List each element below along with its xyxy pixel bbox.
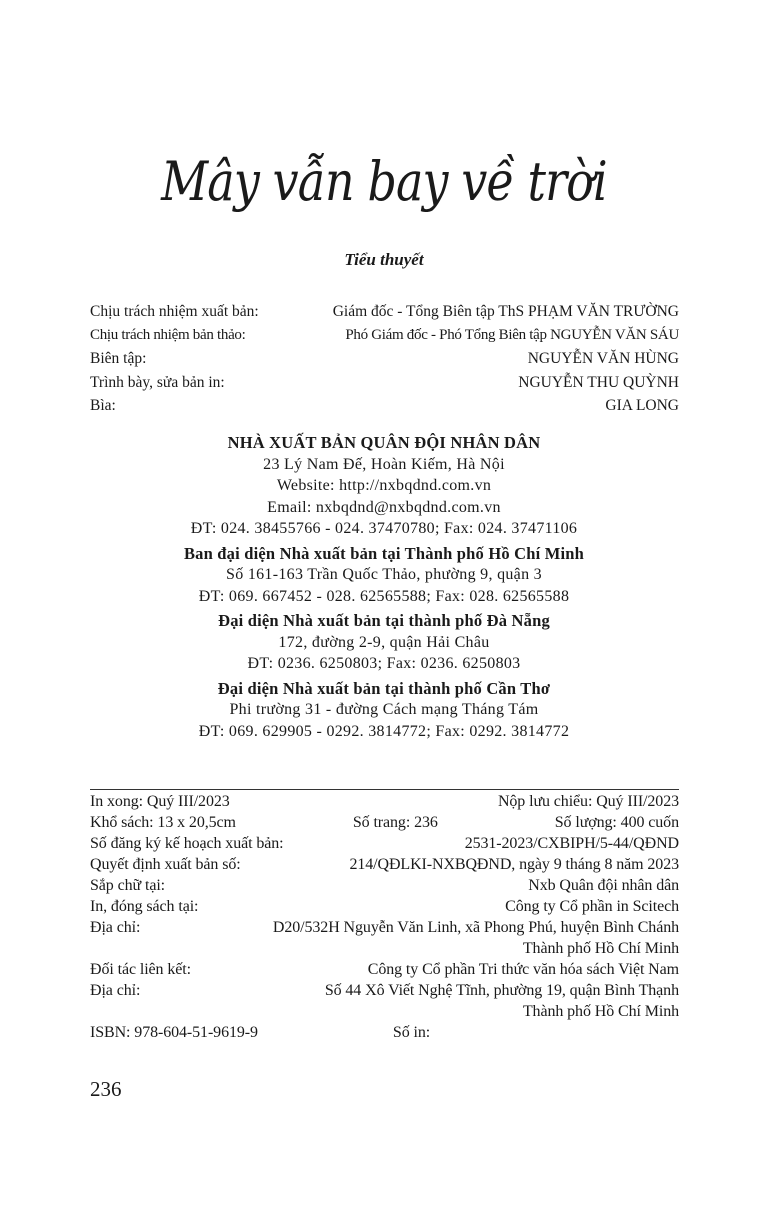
branch-address: Số 161-163 Trần Quốc Thảo, phường 9, quận 3: [226, 566, 542, 583]
credit-label: Bìa:: [90, 397, 116, 414]
printing-value: Công ty Cổ phần in Scitech: [505, 898, 679, 915]
branch-phone: ĐT: 0236. 6250803; Fax: 0236. 6250803: [247, 655, 521, 672]
credit-value: NGUYỄN VĂN HÙNG: [527, 350, 679, 367]
registration-value: 2531-2023/CXBIPH/5-44/QĐND: [464, 835, 679, 852]
branch-address: 172, đường 2-9, quận Hải Châu: [278, 633, 490, 651]
publisher-address: 23 Lý Nam Đế, Hoàn Kiếm, Hà Nội: [263, 455, 505, 473]
credit-label: Chịu trách nhiệm xuất bản:: [90, 303, 259, 320]
print-number: Số in:: [392, 1024, 431, 1041]
credits-block: [90, 303, 679, 421]
credit-row: [90, 350, 679, 374]
colophon-row: [90, 940, 679, 961]
credit-row: [90, 374, 679, 398]
book-size: Khổ sách: 13 x 20,5cm: [90, 814, 236, 831]
typeset-value: Nxb Quân đội nhân dân: [528, 877, 679, 894]
branch-name: Đại diện Nhà xuất bản tại thành phố Đà Nẵng: [218, 611, 550, 630]
address-city: Thành phố Hồ Chí Minh: [522, 940, 679, 957]
colophon-row: [90, 793, 679, 814]
colophon-row: [90, 1003, 679, 1024]
colophon-row: [90, 982, 679, 1003]
partner-value: Công ty Cổ phần Tri thức văn hóa sách Việt Nam: [367, 961, 679, 978]
page-count: Số trang: 236: [352, 814, 438, 831]
typeset-label: Sắp chữ tại:: [90, 877, 166, 894]
address-label: Địa chỉ:: [90, 982, 141, 999]
branch-name: Ban đại diện Nhà xuất bản tại Thành phố Hồ Chí Minh: [183, 543, 585, 563]
colophon-block: [90, 793, 679, 1045]
isbn: ISBN: 978-604-51-9619-9: [90, 1024, 258, 1041]
publisher-website: Website: http://nxbqdnd.com.vn: [276, 477, 492, 494]
branch-phone: ĐT: 069. 667452 - 028. 62565588; Fax: 028. 62565588: [198, 587, 570, 605]
publisher-block: [0, 432, 768, 742]
credit-value: NGUYỄN THU QUỲNH: [518, 373, 679, 391]
credit-value: Phó Giám đốc - Phó Tổng Biên tập NGUYỄN VĂN SÁU: [345, 326, 679, 343]
colophon-row: [90, 856, 679, 877]
address-value: D20/532H Nguyễn Văn Linh, xã Phong Phú, huyện Bình Chánh: [272, 919, 679, 936]
partner-label: Đối tác liên kết:: [90, 961, 191, 978]
credit-value: Giám đốc - Tổng Biên tập ThS PHẠM VĂN TRƯỜNG: [332, 303, 679, 320]
printed-date: In xong: Quý III/2023: [90, 793, 230, 810]
colophon-row: [90, 919, 679, 940]
address-label: Địa chỉ:: [90, 919, 141, 936]
credit-row: [90, 397, 679, 421]
divider: [90, 789, 679, 790]
colophon-row: [90, 961, 679, 982]
colophon-row: [90, 877, 679, 898]
publisher-email: Email: nxbqdnd@nxbqdnd.com.vn: [267, 498, 501, 516]
colophon-row: [90, 835, 679, 856]
branch-name: Đại diện Nhà xuất bản tại thành phố Cần Thơ: [217, 678, 551, 698]
credit-value: GIA LONG: [605, 397, 679, 414]
deposit-date: Nộp lưu chiểu: Quý III/2023: [497, 793, 679, 810]
credit-label: Chịu trách nhiệm bản thảo:: [90, 326, 246, 343]
publisher-phone: ĐT: 024. 38455766 - 024. 37470780; Fax: 024. 37471106: [190, 520, 578, 537]
credit-row: [90, 327, 679, 351]
printing-label: In, đóng sách tại:: [90, 898, 199, 915]
colophon-row: [90, 814, 679, 835]
credit-row: [90, 303, 679, 327]
credit-label: Biên tập:: [90, 350, 147, 367]
address-value: Số 44 Xô Viết Nghệ Tĩnh, phường 19, quận Bình Thạnh: [324, 982, 679, 999]
page-number: 236: [90, 1077, 122, 1101]
registration-label: Số đăng ký kế hoạch xuất bản:: [90, 835, 284, 852]
colophon-row: [90, 898, 679, 919]
publisher-name: NHÀ XUẤT BẢN QUÂN ĐỘI NHÂN DÂN: [227, 433, 541, 452]
address-city: Thành phố Hồ Chí Minh: [522, 1003, 679, 1020]
branch-address: Phi trường 31 - đường Cách mạng Tháng Tám: [229, 701, 539, 718]
book-title: Mây vẫn bay về trời: [161, 150, 607, 213]
branch-phone: ĐT: 069. 629905 - 0292. 3814772; Fax: 0292. 3814772: [198, 722, 570, 740]
book-subtitle: Tiểu thuyết: [344, 250, 424, 269]
colophon-row: [90, 1024, 679, 1045]
credit-label: Trình bày, sửa bản in:: [90, 373, 225, 391]
print-quantity: Số lượng: 400 cuốn: [554, 814, 679, 831]
decision-value: 214/QĐLKI-NXBQĐND, ngày 9 tháng 8 năm 2023: [349, 856, 679, 873]
decision-label: Quyết định xuất bản số:: [90, 856, 241, 873]
